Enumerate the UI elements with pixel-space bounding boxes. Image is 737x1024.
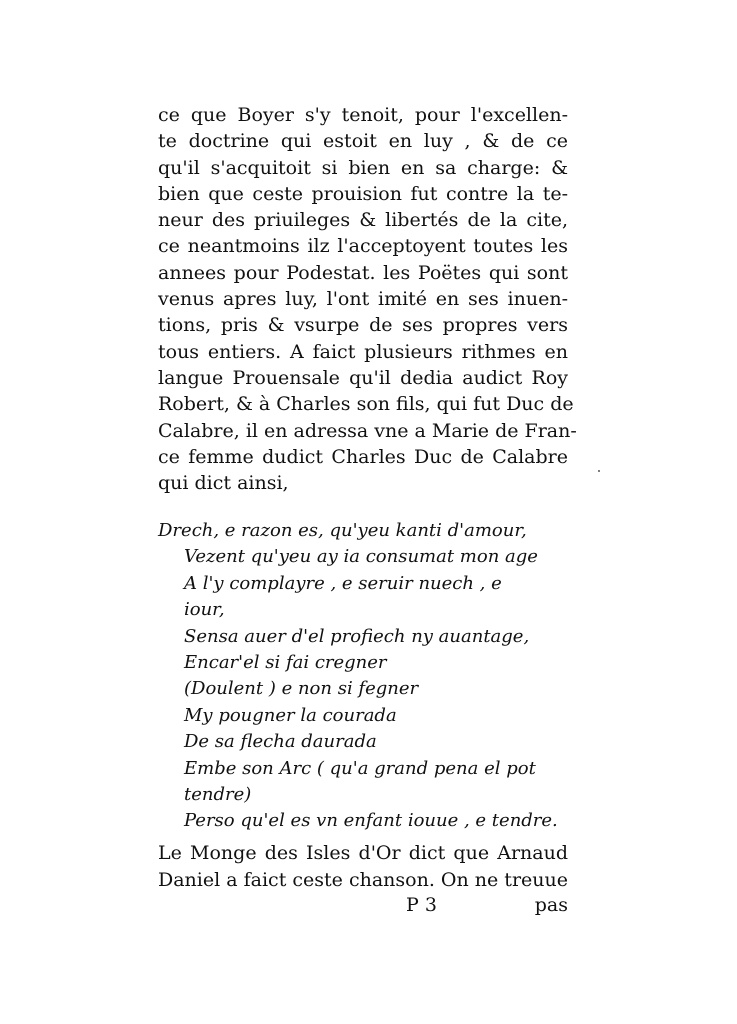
- verse-line: iour,: [184, 599, 225, 621]
- text-line: qui dict ainsi,: [158, 472, 289, 495]
- verse-line: My pougner la courada: [184, 704, 397, 726]
- text-line: annees pour Podestat. les Poëtes qui sont: [158, 261, 568, 284]
- text-line: venus apres luy, l'ont imité en ses inuen-: [158, 288, 568, 311]
- text-line: ce femme dudict Charles Duc de Calabre: [158, 445, 568, 468]
- verse-line: Sensa auer d'el profiech ny auantage,: [184, 625, 530, 647]
- text-line: Calabre, il en adressa vne a Marie de Fran-: [158, 419, 577, 442]
- verse-line: Embe son Arc ( qu'a grand pena el pot: [184, 757, 536, 779]
- verse-line: Vezent qu'yeu ay ia consumat mon age: [184, 546, 538, 568]
- verse-line: De sa flecha daurada: [184, 731, 377, 753]
- ink-speck-decoration: [598, 470, 600, 472]
- verse-line: Drech, e razon es, qu'yeu kanti d'amour,: [158, 520, 527, 541]
- verse-line: A l'y complayre , e seruir nuech , e: [184, 572, 502, 594]
- verse-line: Perso qu'el es vn enfant iouue , e tendre.: [184, 810, 558, 832]
- page-footer: [158, 894, 568, 922]
- text-line: qu'il s'acquitoit si bien en sa charge: &: [158, 156, 568, 179]
- verse-line: Encar'el si fai cregner: [184, 652, 387, 674]
- verse-stanza: [158, 518, 570, 835]
- text-line: Le Monge des Isles d'Or dict que Arnaud: [158, 842, 568, 864]
- text-line: ce neantmoins ilz l'acceptoyent toutes les: [158, 235, 568, 258]
- text-line: te doctrine qui estoit en luy , & de ce: [158, 130, 568, 153]
- verse-line: (Doulent ) e non si fegner: [184, 678, 419, 700]
- catchword: pas: [534, 894, 568, 916]
- text-line: neur des priuileges & libertés de la cite,: [158, 209, 568, 232]
- prose-paragraph: [158, 102, 577, 496]
- text-line: ce que Boyer s'y tenoit, pour l'excellen-: [158, 104, 568, 126]
- text-line: tous entiers. A faict plusieurs rithmes en: [158, 340, 568, 363]
- text-line: tions, pris & vsurpe de ses propres vers: [158, 314, 568, 337]
- closing-paragraph: [158, 840, 568, 893]
- signature-mark: P 3: [406, 894, 437, 916]
- text-line: Robert, & à Charles son fils, qui fut Duc de: [158, 393, 574, 416]
- text-line: langue Prouensale qu'il dedia audict Roy: [158, 366, 568, 389]
- verse-line: tendre): [184, 784, 252, 806]
- text-line: Daniel a faict ceste chanson. On ne treuue: [158, 868, 568, 891]
- text-line: bien que ceste prouision fut contre la te-: [158, 182, 568, 205]
